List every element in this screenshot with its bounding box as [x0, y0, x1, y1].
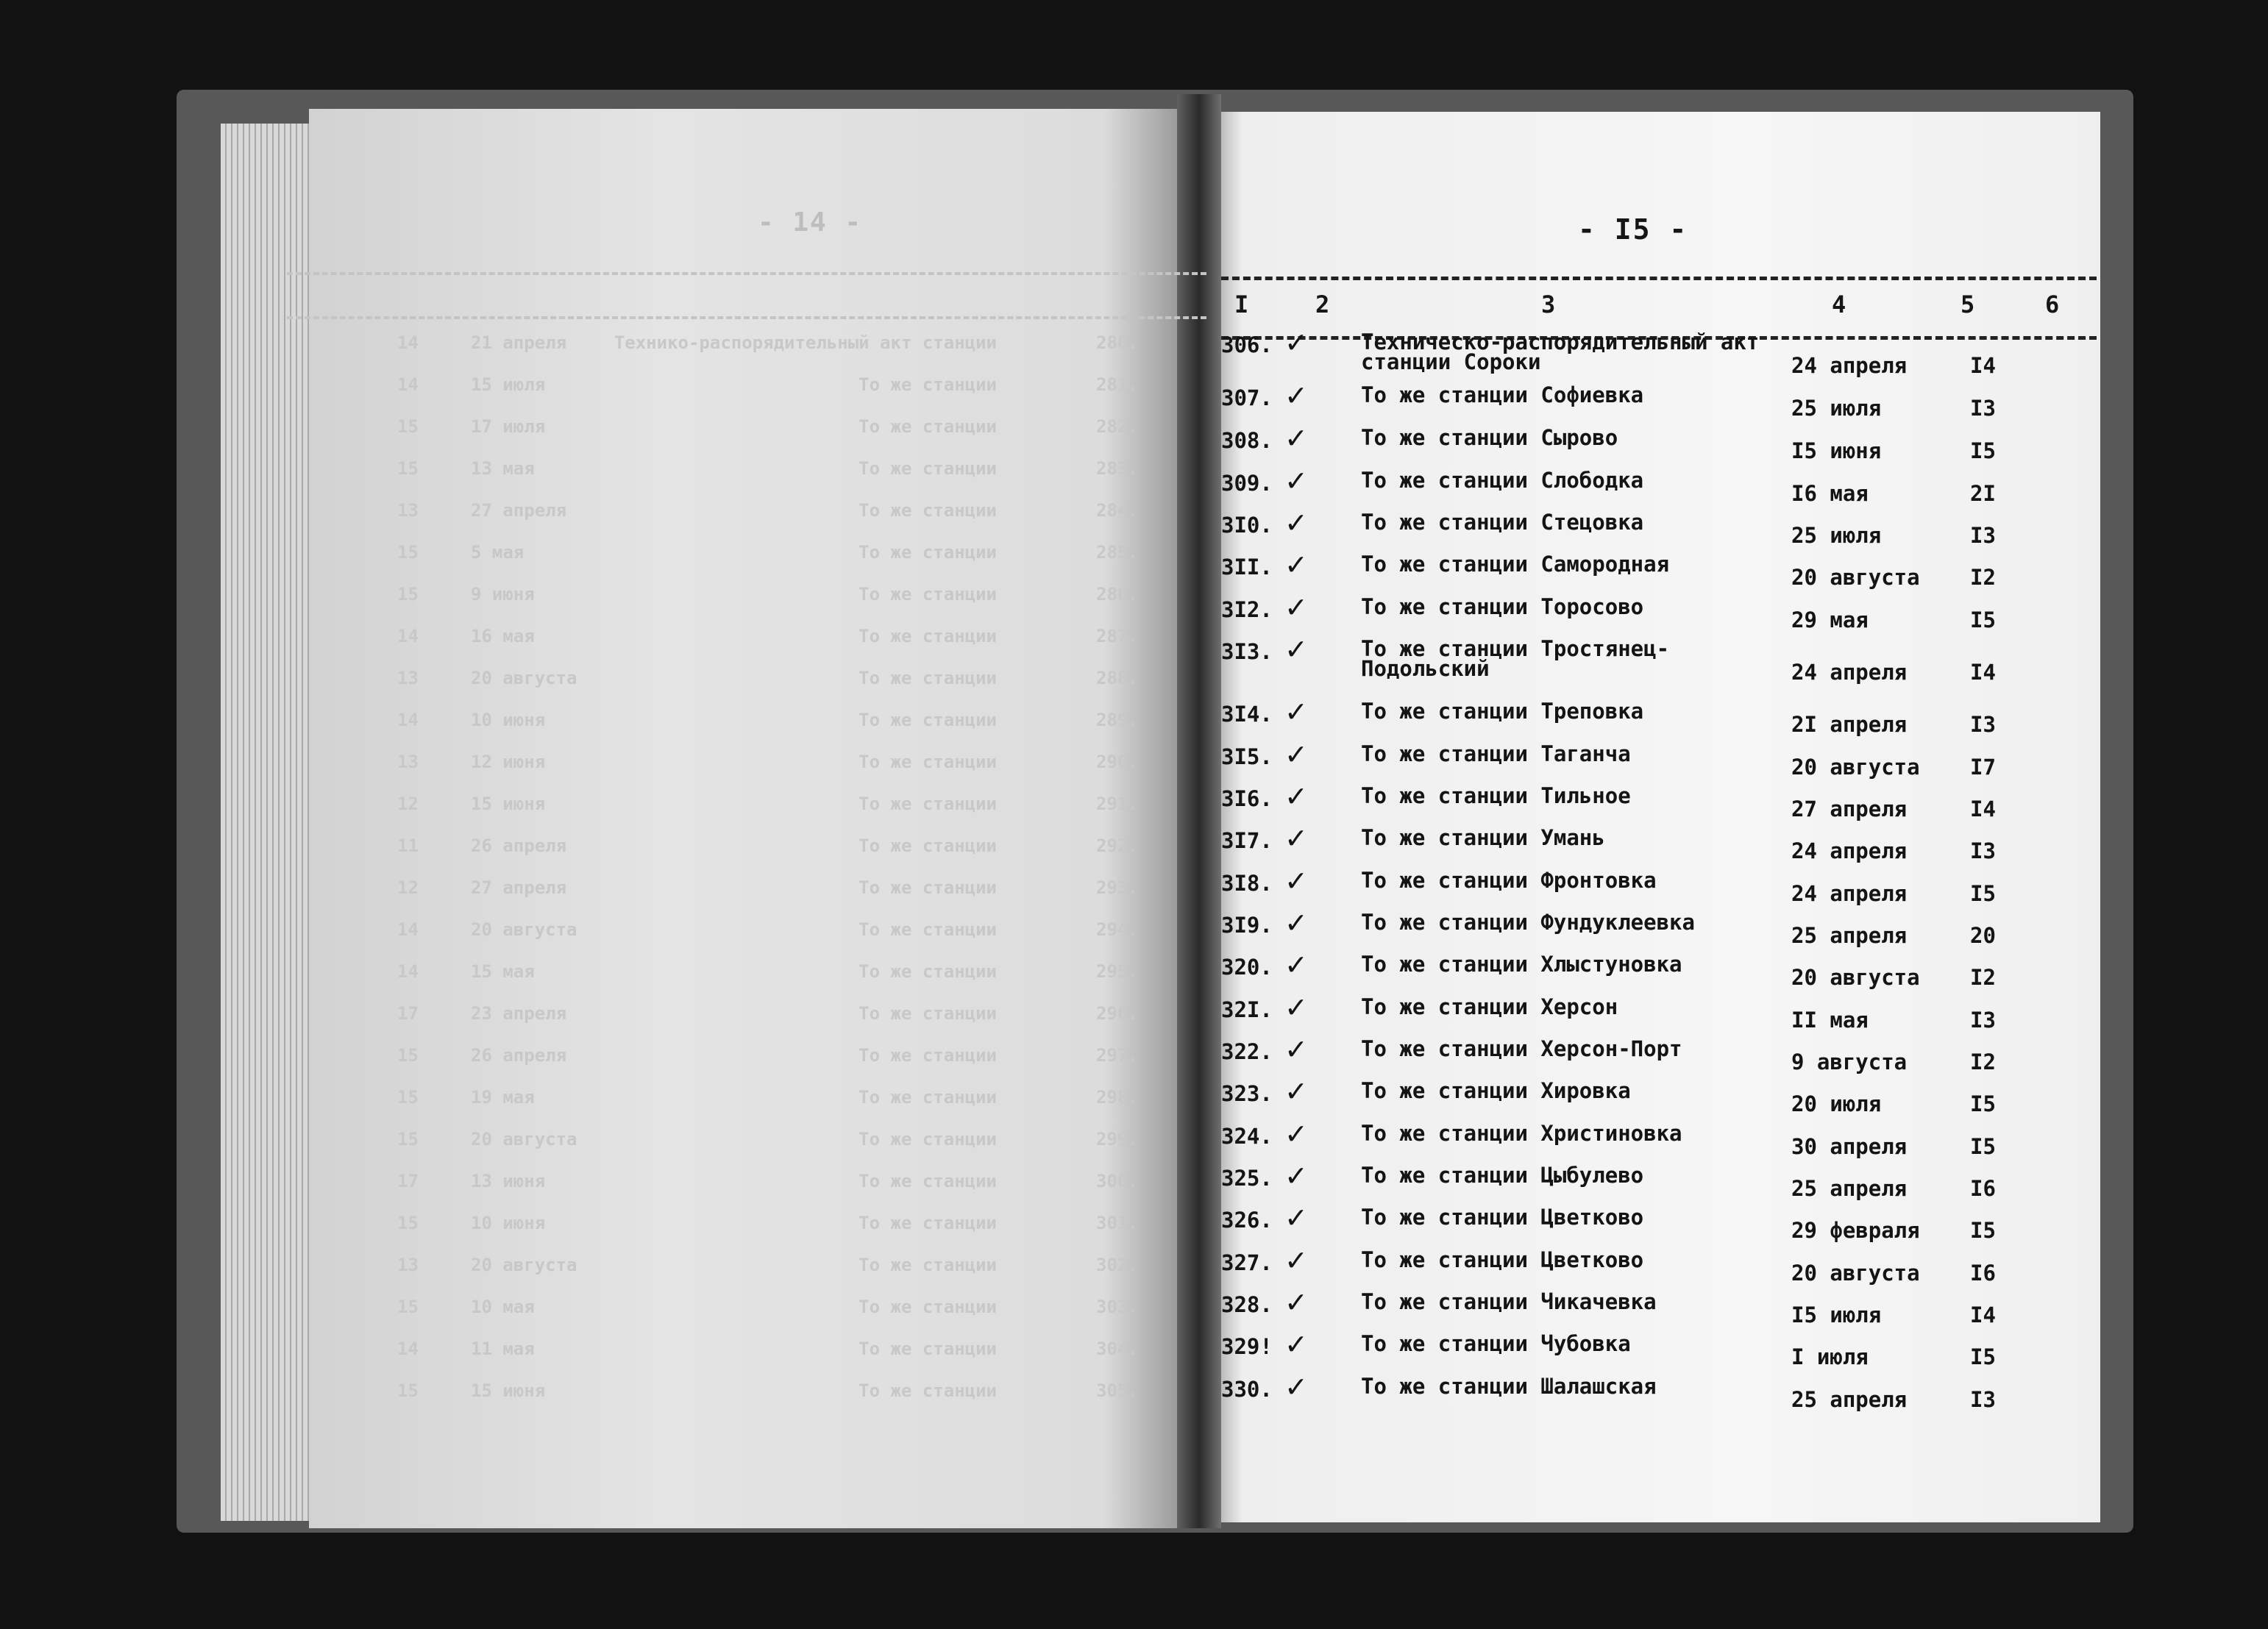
table-row: [324, 584, 1177, 625]
entry-date: 17 июля: [471, 416, 546, 437]
entry-sheets: 15: [397, 1380, 419, 1401]
table-row: [324, 919, 1177, 960]
entry-title: То же станции Цыбулево: [1361, 1163, 1644, 1188]
entry-date: 20 августа: [1791, 565, 1920, 590]
entry-sheets: 13: [397, 752, 419, 772]
table-row: [324, 458, 1177, 499]
entry-sheets: I6: [1970, 1261, 1996, 1286]
table-row: [324, 332, 1177, 374]
entry-title: То же станции Торосово: [1361, 594, 1644, 619]
entry-date: 10 мая: [471, 1297, 535, 1317]
entry-title: То же станции Цветково: [1361, 1247, 1644, 1272]
entry-title: То же станции Умань: [1361, 825, 1605, 850]
check-mark: ✓: [1284, 738, 1308, 771]
table-row: [1221, 422, 2097, 469]
entry-sheets: 15: [397, 1213, 419, 1233]
entry-number: 295.: [1096, 961, 1139, 982]
table-row: [324, 794, 1177, 835]
entry-sheets: I4: [1970, 796, 1996, 821]
entry-number: 309.: [1221, 471, 1273, 496]
entry-title: То же станции Софиевка: [1361, 382, 1644, 407]
entry-title: То же станции: [859, 458, 997, 479]
entry-number: 324.: [1221, 1124, 1273, 1149]
entry-number: 294.: [1096, 919, 1139, 940]
table-row: [1221, 949, 2097, 996]
entry-number: 281.: [1096, 374, 1139, 395]
entry-sheets: 13: [397, 668, 419, 688]
entry-sheets: 12: [397, 877, 419, 898]
check-mark: ✓: [1284, 1286, 1308, 1319]
entry-title: То же станции Тростянец-Подольский: [1361, 636, 1670, 681]
entry-sheets: I7: [1970, 755, 1996, 780]
entry-number: 307.: [1221, 385, 1273, 410]
entry-number: 329!: [1221, 1334, 1273, 1359]
entry-sheets: 14: [397, 626, 419, 646]
entry-number: 325.: [1221, 1166, 1273, 1191]
entry-sheets: 20: [1970, 923, 1996, 948]
entry-date: 10 июня: [471, 1213, 546, 1233]
check-mark: ✓: [1284, 949, 1308, 981]
entry-title: То же станции: [859, 1255, 997, 1275]
entry-date: 15 мая: [471, 961, 535, 982]
entry-sheets: 17: [397, 1003, 419, 1024]
table-row: [1221, 696, 2097, 743]
entry-date: 11 мая: [471, 1339, 535, 1359]
entry-number: 322.: [1221, 1039, 1273, 1064]
header-col-2: 2: [1315, 290, 1330, 318]
table-row: [1221, 1160, 2097, 1207]
entry-date: 20 августа: [471, 1255, 577, 1275]
check-mark: ✓: [1284, 379, 1308, 412]
entry-date: 30 апреля: [1791, 1134, 1908, 1159]
check-mark: ✓: [1284, 822, 1308, 855]
entry-sheets: 15: [397, 416, 419, 437]
entry-number: 289.: [1096, 710, 1139, 730]
table-row: [324, 1045, 1177, 1086]
entry-title: То же станции Сырово: [1361, 425, 1618, 450]
check-mark: ✓: [1284, 1371, 1308, 1403]
entry-title: То же станции: [859, 1003, 997, 1024]
entry-number: 3I6.: [1221, 786, 1273, 811]
entry-date: 20 августа: [1791, 1261, 1920, 1286]
check-mark: ✓: [1284, 696, 1308, 728]
entry-title: То же станции: [859, 1045, 997, 1066]
entry-title: То же станции: [859, 374, 997, 395]
entry-title: То же станции: [859, 1380, 997, 1401]
entry-sheets: I4: [1970, 353, 1996, 378]
table-row: [1221, 1371, 2097, 1418]
entry-number: 3I5.: [1221, 744, 1273, 769]
table-row: [324, 1255, 1177, 1296]
table-row: [324, 1213, 1177, 1254]
entry-title: То же станции Чикачевка: [1361, 1289, 1657, 1314]
table-row: [324, 500, 1177, 541]
entry-sheets: I3: [1970, 712, 1996, 737]
entry-date: 23 апреля: [471, 1003, 567, 1024]
entry-date: 13 мая: [471, 458, 535, 479]
entry-sheets: I3: [1970, 396, 1996, 421]
table-row: [1221, 379, 2097, 427]
entry-sheets: 15: [397, 1087, 419, 1108]
entry-number: 330.: [1221, 1377, 1273, 1402]
entry-number: 3I4.: [1221, 702, 1273, 727]
entry-date: 20 августа: [471, 919, 577, 940]
entry-date: I июля: [1791, 1344, 1869, 1369]
entry-date: 16 мая: [471, 626, 535, 646]
entry-title: То же станции Слободка: [1361, 468, 1644, 493]
table-row: [1221, 327, 2097, 384]
entry-title: То же станции Таганча: [1361, 741, 1631, 766]
entry-sheets: I5: [1970, 438, 1996, 463]
entry-sheets: 14: [397, 961, 419, 982]
entry-title: То же станции Шалашская: [1361, 1374, 1657, 1399]
check-mark: ✓: [1284, 780, 1308, 813]
entry-number: 305.: [1096, 1380, 1139, 1401]
entry-sheets: I3: [1970, 1008, 1996, 1033]
check-mark: ✓: [1284, 1328, 1308, 1361]
entry-sheets: I5: [1970, 881, 1996, 906]
table-row: [1221, 465, 2097, 512]
entry-title: То же станции Хировка: [1361, 1078, 1631, 1103]
entry-sheets: I4: [1970, 1302, 1996, 1327]
entry-sheets: 14: [397, 332, 419, 353]
entry-title: То же станции: [859, 752, 997, 772]
entry-sheets: 15: [397, 1297, 419, 1317]
entry-date: 26 апреля: [471, 835, 567, 856]
table-row: [1221, 1328, 2097, 1375]
entry-sheets: 15: [397, 1129, 419, 1149]
entry-sheets: I5: [1970, 1134, 1996, 1159]
entry-date: 25 июля: [1791, 523, 1882, 548]
entry-sheets: I5: [1970, 1091, 1996, 1116]
entry-sheets: I6: [1970, 1176, 1996, 1201]
entry-sheets: 17: [397, 1171, 419, 1191]
entry-sheets: 12: [397, 794, 419, 814]
entry-number: 293.: [1096, 877, 1139, 898]
entry-sheets: I2: [1970, 965, 1996, 990]
entry-title: Техническо-распорядительный акт станции Сороки: [1361, 329, 1760, 374]
header-col-5: 5: [1960, 290, 1975, 318]
table-row: [1221, 1286, 2097, 1333]
entry-title: То же станции: [859, 794, 997, 814]
check-mark: ✓: [1284, 327, 1308, 359]
table-row: [324, 877, 1177, 919]
entry-number: 280.: [1096, 332, 1139, 353]
table-row: [324, 1003, 1177, 1044]
entry-title: То же станции Цветково: [1361, 1205, 1644, 1230]
entry-number: 301.: [1096, 1213, 1139, 1233]
entry-number: 32I.: [1221, 997, 1273, 1022]
table-row: [1221, 780, 2097, 827]
check-mark: ✓: [1284, 865, 1308, 897]
entry-date: I5 июля: [1791, 1302, 1882, 1327]
entry-number: 286.: [1096, 584, 1139, 605]
entry-title: То же станции Фронтовка: [1361, 868, 1657, 893]
table-row: [1221, 1244, 2097, 1291]
entry-number: 282.: [1096, 416, 1139, 437]
entry-date: 27 апреля: [471, 500, 567, 521]
entry-number: 297.: [1096, 1045, 1139, 1066]
entry-number: 283.: [1096, 458, 1139, 479]
entry-date: 15 июля: [471, 374, 546, 395]
entry-sheets: 14: [397, 1339, 419, 1359]
entry-title: То же станции Херсон: [1361, 994, 1618, 1019]
entry-date: 25 июля: [1791, 396, 1882, 421]
entry-number: 303.: [1096, 1297, 1139, 1317]
check-mark: ✓: [1284, 422, 1308, 455]
left-page-number: - 14 -: [758, 207, 863, 238]
table-row: [324, 542, 1177, 583]
table-row: [324, 710, 1177, 751]
entry-number: 308.: [1221, 428, 1273, 453]
check-mark: ✓: [1284, 465, 1308, 497]
entry-title: То же станции Тильное: [1361, 783, 1631, 808]
check-mark: ✓: [1284, 907, 1308, 939]
table-row: [1221, 822, 2097, 869]
entry-date: 5 мая: [471, 542, 525, 563]
entry-title: Технико-распорядительный акт станции: [614, 332, 997, 353]
table-row: [1221, 549, 2097, 596]
entry-number: 304.: [1096, 1339, 1139, 1359]
entry-title: То же станции: [859, 710, 997, 730]
entry-number: 292.: [1096, 835, 1139, 856]
table-row: [324, 1297, 1177, 1338]
entry-number: 323.: [1221, 1081, 1273, 1106]
entry-date: 20 августа: [471, 1129, 577, 1149]
entry-date: 29 мая: [1791, 607, 1869, 632]
check-mark: ✓: [1284, 1033, 1308, 1066]
entry-number: 290.: [1096, 752, 1139, 772]
entry-title: То же станции: [859, 919, 997, 940]
header-col-3: 3: [1541, 290, 1556, 318]
entry-sheets: 13: [397, 1255, 419, 1275]
entry-date: 21 апреля: [471, 332, 567, 353]
entry-sheets: 2I: [1970, 481, 1996, 506]
table-row: [324, 961, 1177, 1002]
entry-date: 25 апреля: [1791, 1176, 1908, 1201]
table-row: [324, 835, 1177, 877]
table-row: [1221, 991, 2097, 1038]
table-row: [324, 1087, 1177, 1128]
table-row: [324, 626, 1177, 667]
check-mark: ✓: [1284, 1202, 1308, 1234]
check-mark: ✓: [1284, 1244, 1308, 1277]
entry-date: 29 февраля: [1791, 1218, 1920, 1243]
entry-number: 3I7.: [1221, 828, 1273, 853]
entry-sheets: 14: [397, 374, 419, 395]
entry-title: То же станции: [859, 626, 997, 646]
entry-sheets: 11: [397, 835, 419, 856]
entry-title: То же станции Треповка: [1361, 699, 1644, 724]
left-table-header: [287, 272, 1206, 319]
entry-date: I6 мая: [1791, 481, 1869, 506]
table-row: [324, 374, 1177, 416]
entry-date: 20 августа: [1791, 965, 1920, 990]
entry-date: 15 июня: [471, 794, 546, 814]
table-row: [1221, 865, 2097, 912]
entry-number: 327.: [1221, 1250, 1273, 1275]
entry-number: 3I8.: [1221, 871, 1273, 896]
entry-sheets: I3: [1970, 1387, 1996, 1412]
entry-number: 284.: [1096, 500, 1139, 521]
entry-sheets: I2: [1970, 565, 1996, 590]
check-mark: ✓: [1284, 1118, 1308, 1150]
entry-title: То же станции: [859, 1339, 997, 1359]
entry-number: 306.: [1221, 332, 1273, 357]
entry-title: То же станции Стецовка: [1361, 510, 1644, 535]
entry-date: 24 апреля: [1791, 353, 1908, 378]
table-row: [1221, 1118, 2097, 1165]
entry-sheets: 14: [397, 919, 419, 940]
entry-title: То же станции Хлыстуновка: [1361, 952, 1682, 977]
table-row: [1221, 633, 2097, 691]
entry-number: 300.: [1096, 1171, 1139, 1191]
entry-date: 26 апреля: [471, 1045, 567, 1066]
entry-title: То же станции: [859, 1129, 997, 1149]
entry-number: 302.: [1096, 1255, 1139, 1275]
entry-title: То же станции: [859, 584, 997, 605]
table-row: [1221, 738, 2097, 785]
check-mark: ✓: [1284, 991, 1308, 1024]
entry-date: 12 июня: [471, 752, 546, 772]
entry-sheets: I3: [1970, 838, 1996, 863]
entry-title: То же станции: [859, 1087, 997, 1108]
entry-title: То же станции: [859, 500, 997, 521]
entry-number: 291.: [1096, 794, 1139, 814]
entry-title: То же станции Самородная: [1361, 552, 1670, 577]
entry-date: 9 июня: [471, 584, 535, 605]
table-row: [324, 1171, 1177, 1212]
entry-sheets: I2: [1970, 1049, 1996, 1074]
entry-title: То же станции: [859, 835, 997, 856]
table-row: [1221, 507, 2097, 554]
entry-sheets: 15: [397, 584, 419, 605]
entry-sheets: I3: [1970, 523, 1996, 548]
entry-title: То же станции Христиновка: [1361, 1121, 1682, 1146]
entry-date: 20 августа: [1791, 755, 1920, 780]
entry-title: То же станции: [859, 416, 997, 437]
check-mark: ✓: [1284, 549, 1308, 581]
check-mark: ✓: [1284, 633, 1308, 666]
entry-sheets: 15: [397, 458, 419, 479]
table-row: [324, 1339, 1177, 1380]
entry-date: I5 июня: [1791, 438, 1882, 463]
entry-sheets: 15: [397, 542, 419, 563]
entry-date: 20 июля: [1791, 1091, 1882, 1116]
check-mark: ✓: [1284, 507, 1308, 539]
entry-sheets: I5: [1970, 607, 1996, 632]
entry-number: 285.: [1096, 542, 1139, 563]
entry-date: 25 апреля: [1791, 1387, 1908, 1412]
entry-number: 3I9.: [1221, 913, 1273, 938]
header-col-6: 6: [2045, 290, 2060, 318]
entry-date: 9 августа: [1791, 1049, 1908, 1074]
table-row: [324, 1129, 1177, 1170]
entry-date: II мая: [1791, 1008, 1869, 1033]
entry-title: То же станции: [859, 961, 997, 982]
entry-sheets: I5: [1970, 1218, 1996, 1243]
entry-date: 27 апреля: [471, 877, 567, 898]
entry-title: То же станции: [859, 1171, 997, 1191]
header-col-4: 4: [1832, 290, 1846, 318]
entry-title: То же станции Чубовка: [1361, 1331, 1631, 1356]
entry-date: 19 мая: [471, 1087, 535, 1108]
table-row: [1221, 1202, 2097, 1249]
check-mark: ✓: [1284, 1075, 1308, 1108]
entry-sheets: 13: [397, 500, 419, 521]
check-mark: ✓: [1284, 591, 1308, 624]
entry-number: 3II.: [1221, 555, 1273, 580]
entry-sheets: I5: [1970, 1344, 1996, 1369]
entry-number: 298.: [1096, 1087, 1139, 1108]
entry-number: 296.: [1096, 1003, 1139, 1024]
entry-date: 24 апреля: [1791, 881, 1908, 906]
table-row: [1221, 1033, 2097, 1080]
entry-number: 299.: [1096, 1129, 1139, 1149]
entry-title: То же станции: [859, 668, 997, 688]
entry-title: То же станции: [859, 1213, 997, 1233]
entry-date: 24 апреля: [1791, 838, 1908, 863]
table-row: [324, 752, 1177, 793]
entry-title: То же станции Херсон-Порт: [1361, 1036, 1682, 1061]
entry-date: 10 июня: [471, 710, 546, 730]
entry-sheets: I4: [1970, 660, 1996, 685]
entry-number: 320.: [1221, 955, 1273, 980]
table-row: [324, 1380, 1177, 1422]
table-row: [1221, 591, 2097, 638]
entry-title: То же станции: [859, 1297, 997, 1317]
entry-date: 20 августа: [471, 668, 577, 688]
entry-date: 27 апреля: [1791, 796, 1908, 821]
entry-number: 287.: [1096, 626, 1139, 646]
table-row: [324, 668, 1177, 709]
entry-date: 2I апреля: [1791, 712, 1908, 737]
entry-date: 24 апреля: [1791, 660, 1908, 685]
entry-sheets: 15: [397, 1045, 419, 1066]
table-row: [1221, 1075, 2097, 1122]
entry-date: 13 июня: [471, 1171, 546, 1191]
entry-title: То же станции: [859, 542, 997, 563]
entry-date: 15 июня: [471, 1380, 546, 1401]
entry-title: То же станции: [859, 877, 997, 898]
entry-number: 288.: [1096, 668, 1139, 688]
entry-sheets: 14: [397, 710, 419, 730]
entry-date: 25 апреля: [1791, 923, 1908, 948]
table-row: [1221, 907, 2097, 954]
right-page-number: - I5 -: [1578, 213, 1688, 246]
entry-title: То же станции Фундуклеевка: [1361, 910, 1695, 935]
entry-number: 3I2.: [1221, 597, 1273, 622]
check-mark: ✓: [1284, 1160, 1308, 1192]
table-row: [324, 416, 1177, 457]
entry-number: 326.: [1221, 1208, 1273, 1233]
page-edges: [221, 124, 309, 1521]
entry-number: 3I3.: [1221, 639, 1273, 664]
header-col-1: I: [1234, 290, 1249, 318]
entry-number: 3I0.: [1221, 513, 1273, 538]
entry-number: 328.: [1221, 1292, 1273, 1317]
